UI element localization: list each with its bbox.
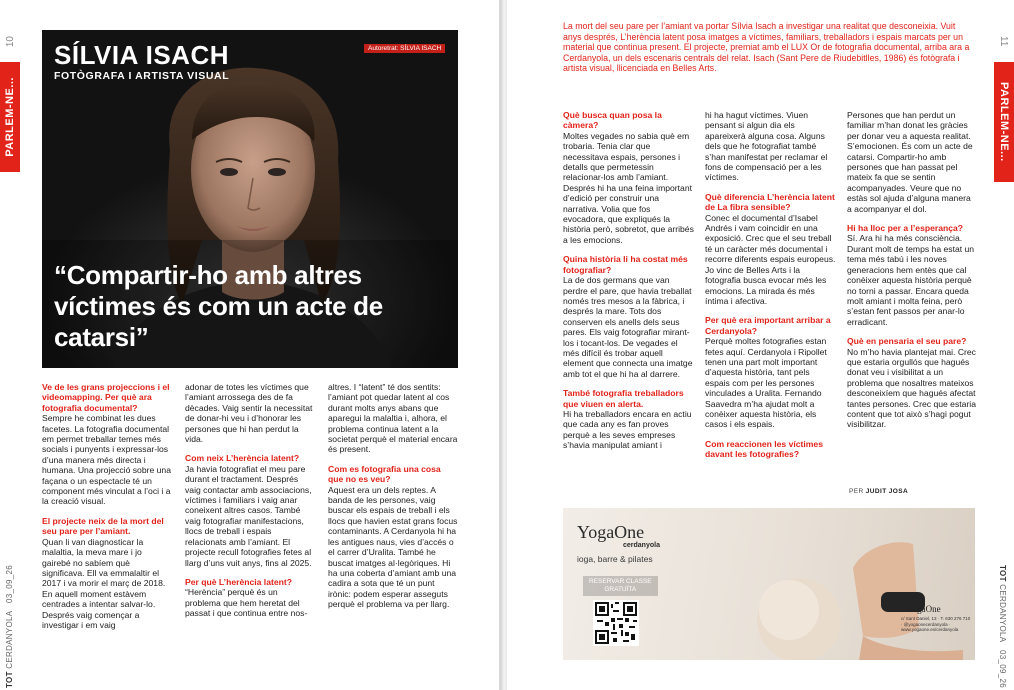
- question: Què busca quan posa la càmera?: [563, 110, 662, 131]
- answer: Sí. Ara hi ha més consciència. Durant molt de temps ha estat un tema més tabú i les noves generacions hem entès que cal conèixer aquesta història perquè no torni a passar. Encara queda molt amiant i molta feina, però s’estan fent passos per anar-lo erradicant.: [847, 233, 975, 327]
- text-column-6: [847, 110, 977, 439]
- answer: Moltes vegades no sabia què em trobaria. Tenia clar que necessitava espais, persones i detalls que permetessin relacionar-los amb l’amiant. Després hi ha una feina important d’edició per construir una narrativa. Volia que fos evocadora, que expliqués la història però, sobretot, que arribés a les emocions.: [563, 130, 694, 245]
- ad-tagline: ioga, barre & pilates: [577, 554, 653, 564]
- section-tab-right: PARLEM-NE...: [994, 62, 1014, 182]
- answer: Perquè moltes fotografies estan fetes aquí. Cerdanyola i Ripollet tenen una part molt important d’aquesta història, tant pels espais com per les persones vinculades a Uralita. Fernando Saavedra m’ha ajudat molt a conèixer aquesta història, els casos i els espais.: [705, 336, 827, 430]
- answer: Sempre he combinat les dues facetes. La fotografia documental em permet treballar temes més socials i punyents i expressar-los d’una manera més directa i humana. Una projecció sobre una façana o un espectacle té un component més vinculat a l’oci i a la creació visual.: [42, 413, 171, 507]
- interviewee-role: FOTÒGRAFA I ARTISTA VISUAL: [54, 70, 230, 82]
- page-number-left: 10: [5, 36, 16, 48]
- yogaone-logo-small: YogaOne: [907, 604, 941, 614]
- answer: Conec el documental d’Isabel Andrés i vam coincidir en una exposició. Crec que el seu treball té un caràcter més documental i recorre diferents espais europeus. Jo vinc de Belles Arts i la fotografia busca evocar més les emocions. La mirada és més íntima i afectiva.: [705, 212, 836, 306]
- question: També fotografia treballadors que viuen en alerta.: [563, 388, 684, 409]
- question: El projecte neix de la mort del seu pare per l’amiant.: [42, 515, 164, 537]
- section-tab-left: PARLEM-NE...: [0, 62, 20, 172]
- answer: Hi ha treballadors encara en actiu que cada any es fan proves perquè a les seves empreses s’havia manipulat amiant i: [563, 408, 692, 451]
- text-column-4: [563, 110, 694, 460]
- text-column-3: [328, 382, 458, 619]
- intro-text: La mort del seu pare per l’amiant va portar Sílvia Isach a investigar una realitat que desconeixia. Vuit anys després, L’herència latent posa imatges a víctimes, familiars, treballadors i espais marcats per un material que continua present. El projecte, premiat amb el LUX Or de fotografia documental, arriba ara a Cerdanyola, un dels escenaris centrals del relat. Isach (Sant Pere de Riudebitlles, 1986) és fotògrafa i artista visual, llicenciada en Belles Arts.: [563, 21, 970, 74]
- question: Què en pensaria el seu pare?: [847, 336, 967, 347]
- yogaone-logo-sub: cerdanyola: [623, 542, 660, 549]
- question: Ve de les grans projeccions i el videomapping. Per què ara fotografia documental?: [42, 382, 170, 413]
- question: Com neix L’herència latent?: [185, 453, 300, 464]
- question: Què diferencia L’herència latent de La fibra sensible?: [705, 191, 835, 213]
- question: Hi ha lloc per a l’esperança?: [847, 223, 964, 234]
- answer: hi ha hagut víctimes. Viuen pensant si algun dia els apareixerà alguna cosa. Alguns dels que he fotografiat també s’han manifestat per reclamar el fons de compensació per a les víctimes.: [705, 110, 828, 183]
- ad-address: c/ Sant Daniel, 13 · T. 630 276 710 · @yogaonecerdanyola · www.yogaone.es/cerdanyola: [901, 616, 971, 633]
- question: Com reaccionen les víctimes davant les fotografies?: [705, 438, 823, 460]
- qr-code-icon[interactable]: [593, 600, 639, 646]
- headline-quote: “Compartir-ho amb altres víctimes és com un acte de catarsi”: [54, 260, 383, 352]
- text-column-1: [42, 382, 172, 639]
- question: Com es fotografia una cosa que no es veu?: [328, 463, 441, 485]
- footer-left: TOT CERDANYOLA 03_09_26: [5, 565, 14, 688]
- answer: “Herència” perquè és un problema que hem heretat del passat i que continua entre nos-: [185, 587, 308, 619]
- yogaone-logo: YogaOne: [577, 522, 645, 542]
- footer-right: TOT CERDANYOLA 03_09_26: [998, 565, 1007, 688]
- text-column-2: [185, 382, 315, 628]
- answer: Persones que han perdut un familiar m’han donat les gràcies per donar veu a aquesta realitat. S’emocionen. És com un acte de catarsi. Compartir-ho amb persones que han passat pel mateix fa que se sentin acompanyades. Veure que no estàs sol ajuda d’alguna manera a acompanyar el dol.: [847, 110, 973, 214]
- left-page: [0, 0, 500, 690]
- page-gutter: [500, 0, 507, 690]
- answer: adonar de totes les víctimes que l’amiant arrossega des de fa dècades. Vaig sentir la necessitat de donar-hi veu i d’honorar les persones que hi han perdut la vida.: [185, 382, 313, 445]
- yoga-advertisement[interactable]: [563, 508, 975, 660]
- question: Per què L’herència latent?: [185, 576, 292, 587]
- question: Quina història li ha costat més fotografiar?: [563, 254, 688, 275]
- page-number-right: 11: [998, 36, 1009, 47]
- hero-photo: [42, 30, 458, 368]
- free-class-cta[interactable]: RESERVAR CLASSE GRATUÏTA: [583, 576, 658, 596]
- answer: altres. I “latent” té dos sentits: l’amiant pot quedar latent al cos durant molts anys abans que aparegui la malaltia i, alhora, el problema continua latent a la societat perquè el material encara és present.: [328, 382, 458, 455]
- answer: Quan li van diagnosticar la malaltia, la meva mare i jo gairebé no sabíem què significava. Ell va emmalaltir el 2017 i va morir el març de 2018. En aquell moment estàvem centrades a intentar salvar-lo. Després vaig començar a investigar i em vaig: [42, 536, 166, 630]
- answer: Ja havia fotografiat el meu pare durant el tractament. Després vaig contactar amb associacions, víctimes i familiars i vaig anar coneixent altres casos. També vaig fotografiar manifestacions, llocs de treball i espais relacionats amb l’amiant. El projecte recull fotografies fetes al llarg d’uns vuit anys, fins al 2025.: [185, 463, 312, 568]
- answer: Aquest era un dels reptes. A banda de les persones, vaig buscar els espais de treball i els llocs que havien estat grans focus contaminants. A Cerdanyola hi ha les antigues naus, vies d’accés o el carrer d’Uralita. També he buscat imatges al·legòriques. Hi ha una coberta d’amiant amb una cadira a sota que té un punt irònic: podem esperar asseguts perquè el problema va per llarg.: [328, 484, 458, 610]
- question: Per què era important arribar a Cerdanyola?: [705, 315, 831, 336]
- interviewee-name: SÍLVIA ISACH: [54, 40, 230, 70]
- answer: La de dos germans que van perdre el pare, que havia treballat només tres mesos a la fàbrica, i després la mare. Tots dos conserven els anells dels seus pares. Els vaig fotografiar mirant-los i tocant-los. De vegades el més difícil és trobar aquell element que connecta una imatge amb tot el que hi ha al darrere.: [563, 275, 693, 379]
- answer: No m’ho havia plantejat mai. Crec que estaria orgullós que hagués donat veu i visibilitat a un problema que nosaltres mateixos desconeixíem que hagués afectat tantes persones. Crec que estaria content que tot això s’hagi pogut visibilitzar.: [847, 346, 976, 430]
- photo-credit: Autoretrat: SÍLVIA ISACH: [364, 44, 445, 53]
- byline: PER JUDIT JOSA: [849, 488, 909, 495]
- text-column-5: [705, 110, 836, 469]
